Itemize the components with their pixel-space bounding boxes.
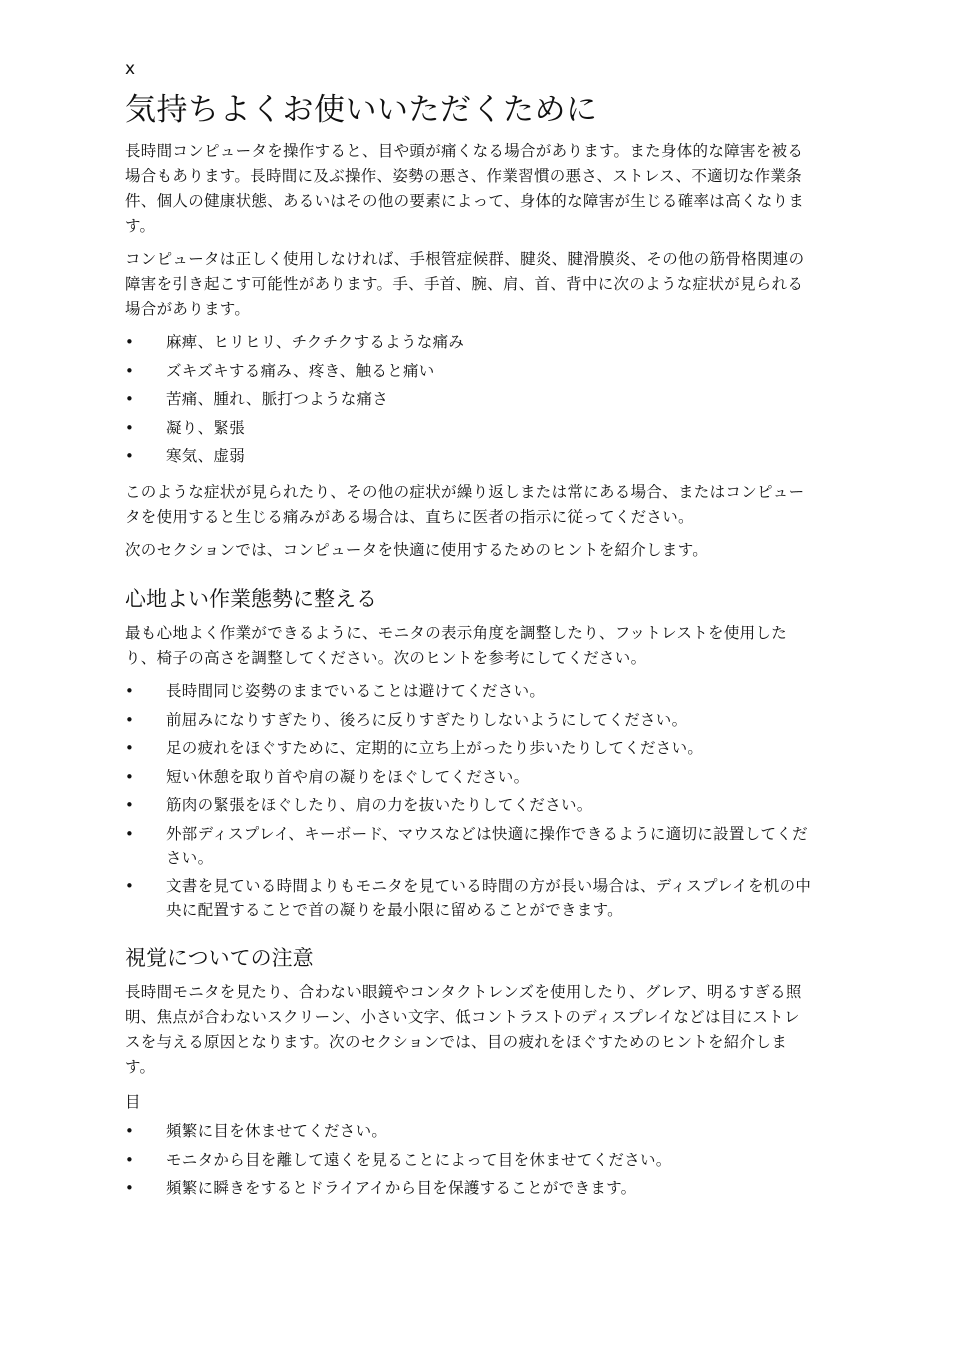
bullet-icon: •: [125, 418, 135, 437]
bullet-icon: •: [125, 333, 135, 351]
list-item: [125, 444, 815, 468]
bullet-icon: •: [125, 1122, 135, 1140]
list-item: [125, 387, 815, 411]
list-item: [125, 1148, 815, 1172]
list-item: [125, 822, 815, 870]
list-item: [125, 1176, 815, 1200]
posture-paragraph: 最も心地よく作業ができるように、モニタの表示角度を調整したり、フットレストを使用したり、椅子の高さを調整してください。次のヒントを参考にしてください。: [125, 624, 788, 667]
list-item-text: 頻繁に目を休ませてください。: [166, 1122, 388, 1140]
bullet-icon: •: [125, 361, 135, 380]
list-item: [125, 359, 815, 383]
list-item-text: 麻痺、ヒリヒリ、チクチクするような痛み: [166, 333, 465, 351]
section-heading-posture: 心地よい作業態勢に整える: [125, 587, 377, 611]
list-item-text: 短い休憩を取り首や肩の凝りをほぐしてください。: [166, 767, 530, 786]
section-heading-vision: 視覚についての注意: [125, 946, 314, 970]
list-item: [125, 330, 815, 354]
intro-closing-1: このような症状が見られたり、その他の症状が繰り返しまたは常にある場合、またはコンピュータを使用すると生じる痛みがある場合は、直ちに医者の指示に従ってください。: [125, 483, 805, 526]
list-item-text: ズキズキする痛み、疼き、触ると痛い: [166, 361, 435, 380]
list-item-text: 苦痛、腫れ、脈打つような痛さ: [166, 390, 389, 408]
document-page: [125, 55, 815, 1212]
list-item-text: 筋肉の緊張をほぐしたり、肩の力を抜いたりしてください。: [166, 796, 593, 814]
page-number: x: [125, 59, 136, 79]
list-item-text: 外部ディスプレイ、キーボード、マウスなどは快適に操作できるように適切に設置してください。: [166, 824, 808, 867]
list-item: [125, 874, 815, 922]
eye-tip-list: [125, 1119, 815, 1200]
bullet-icon: •: [125, 796, 135, 814]
bullet-icon: •: [125, 447, 135, 465]
page-title: 気持ちよくお使いいただくために: [125, 92, 598, 128]
posture-tip-list: [125, 679, 815, 922]
bullet-icon: •: [125, 824, 135, 843]
intro-paragraph-1: 長時間コンピュータを操作すると、目や頭が痛くなる場合があります。また身体的な障害を被る場合もあります。長時間に及ぶ操作、姿勢の悪さ、作業習慣の悪さ、ストレス、不適切な作業条件、個人の健康状態、あるいはその他の要素によって、身体的な障害が生じる確率は高くなります。: [125, 142, 805, 235]
list-item-text: 前屈みになりすぎたり、後ろに反りすぎたりしないようにしてください。: [166, 710, 688, 729]
list-item-text: 足の疲れをほぐすために、定期的に立ち上がったり歩いたりしてください。: [166, 739, 704, 757]
list-item: [125, 736, 815, 760]
intro-paragraph-2: コンピュータは正しく使用しなければ、手根管症候群、腱炎、腱滑膜炎、その他の筋骨格関連の障害を引き起こす可能性があります。手、手首、腕、肩、首、背中に次のような症状が見られる場合があります。: [125, 250, 805, 318]
intro-closing-2: 次のセクションでは、コンピュータを快適に使用するためのヒントを紹介します。: [125, 541, 709, 559]
list-item-text: モニタから目を離して遠くを見ることによって目を休ませてください。: [166, 1150, 672, 1169]
vision-subheading-eyes: 目: [125, 1093, 141, 1111]
list-item: [125, 793, 815, 817]
list-item: [125, 1119, 815, 1143]
bullet-icon: •: [125, 877, 135, 895]
bullet-icon: •: [125, 390, 135, 408]
list-item-text: 寒気、虚弱: [166, 447, 246, 465]
list-item-text: 長時間同じ姿勢のままでいることは避けてください。: [166, 682, 546, 700]
bullet-icon: •: [125, 1150, 135, 1169]
list-item: [125, 416, 815, 440]
bullet-icon: •: [125, 682, 135, 700]
list-item: [125, 679, 815, 703]
list-item-text: 頻繁に瞬きをするとドライアイから目を保護することができます。: [166, 1179, 637, 1197]
bullet-icon: •: [125, 710, 135, 729]
list-item: [125, 708, 815, 732]
list-item: [125, 765, 815, 789]
symptom-list: [125, 330, 815, 468]
bullet-icon: •: [125, 1179, 135, 1197]
bullet-icon: •: [125, 767, 135, 786]
list-item-text: 凝り、緊張: [166, 418, 246, 437]
list-item-text: 文書を見ている時間よりもモニタを見ている時間の方が長い場合は、ディスプレイを机の中央に配置することで首の凝りを最小限に留めることができます。: [166, 877, 812, 919]
bullet-icon: •: [125, 739, 135, 757]
vision-paragraph: 長時間モニタを見たり、合わない眼鏡やコンタクトレンズを使用したり、グレア、明るすぎる照明、焦点が合わないスクリーン、小さい文字、低コントラストのディスプレイなどは目にストレスを与える原因となります。次のセクションでは、目の疲れをほぐすためのヒントを紹介します。: [125, 983, 802, 1076]
